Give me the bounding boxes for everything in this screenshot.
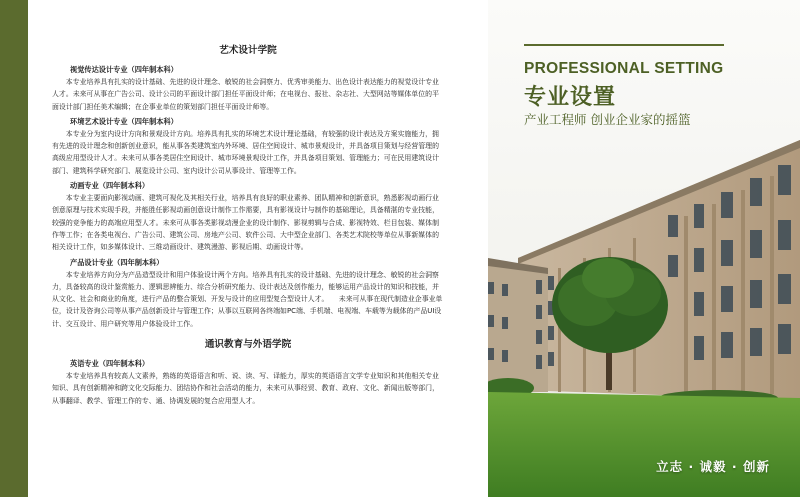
major-description: 本专业主要面向影视动画、建筑可视化及其相关行业，培养具有良好的职业素养、团队精神和创新意识，熟悉影视动画行业创意原理与技术实现手段，并能胜任影视动画创意设计制作工作需要，具有影视设计与制作的基础理论，具备精湛的专业技能，较强的竞争能力的高端应用型人才。未来可从事各类影视动漫企业的设计制作、影视剪辑与合成、影视特效、栏目包装、媒体制作等工作；在各类电视台、广告公司、建筑公司、房地产公司、软件公司、大中型企业部门、各类艺术院校等单位从事新媒体的相关设计工作，如多媒体设计、三维动画设计、建筑漫游、影视后期、动画设计等。 [52,194,439,252]
major-heading: 动画专业（四年制本科） [70,181,150,191]
major-description: 本专业培养具有扎实的设计基础、先进的设计理念、敏锐的社会洞察力、优秀审美能力、出色设计表达能力的视觉设计专业人才。未来可从事在广告公司、设计公司的平面设计部门担任平面设计师；在电视台、报社、杂志社、大型网站等媒体单位的平面设计部门担任美术编辑；在企事业单位的策划部门担任平面设计师等。 [52,78,439,111]
major-heading: 产品设计专业（四年制本科） [70,257,164,267]
major-description: 本专业分为室内设计方向和景观设计方向。培养具有扎实的环境艺术设计理论基础，有较强的设计表达及方案实施能力，拥有先进的设计理念和创新创业意识，能从事各类建筑室内外环境、居住空间设计、城市景观设计，并具备项目策划与经营管理的高级应用型设计人才。未来可从事各类居住空间设计、城市环境景观设计工作，并具备项目策划、管理能力；可在民用建筑设计部门、建筑科学研究部门、展览设计公司、室内设计公司从事设计、管理等工作。 [52,129,439,175]
cover-subtitle: 产业工程师 创业企业家的摇篮 [524,112,691,127]
cover-panel [488,0,800,497]
program-text-column [52,44,444,407]
heading-rule [524,44,724,46]
left-accent-bar [0,0,28,497]
college-heading-general: 通识教育与外语学院 [204,339,292,351]
college-heading-art: 艺术设计学院 [219,45,277,56]
major-heading: 环境艺术设计专业（四年制本科） [70,116,178,126]
major-heading: 视觉传达设计专业（四年制本科） [70,65,178,74]
heading-chinese: 专业设置 [524,85,617,110]
heading-english: PROFESSIONAL SETTING [524,60,724,77]
major-heading: 英语专业（四年制本科） [70,359,150,369]
major-description: 本专业培养具有较高人文素养，熟练的英语语言和听、说、读、写、译能力，厚实的英语语言文学专业知识和其他相关专业知识、具有创新精神和跨文化交际能力、团结协作和社会活动的能力，未来可从事经贸、教育、政府、文化、新闻出版等部门，从事翻译、教学、管理工作的专、通、协调发展的复合应用型人才。 [52,372,439,405]
major-description: 本专业培养方向分为产品造型设计和用户体验设计两个方向。培养具有扎实的设计基础、先进的设计理念、敏锐的社会洞察力，具备较高的设计鉴赏能力、逻辑思辨能力、综合分析研究能力、设计表达及创作能力，能够运用产品设计的知识和技能，并从文化、社会和商业的角度，进行产品的整合策划、开发与设计的应用型复合型设计人才。 未来可从事在现代制造业企事业单位，设计及咨询公司等从事产品创新设计与管理工作；从事以互联网各终端如PC端、手机端、电视端、车载等为载体的产品UI设计、交互设计、用户研究等用户体验设计工作。 [52,270,443,328]
cover-slogan: 立志 · 诚毅 · 创新 [656,459,770,474]
